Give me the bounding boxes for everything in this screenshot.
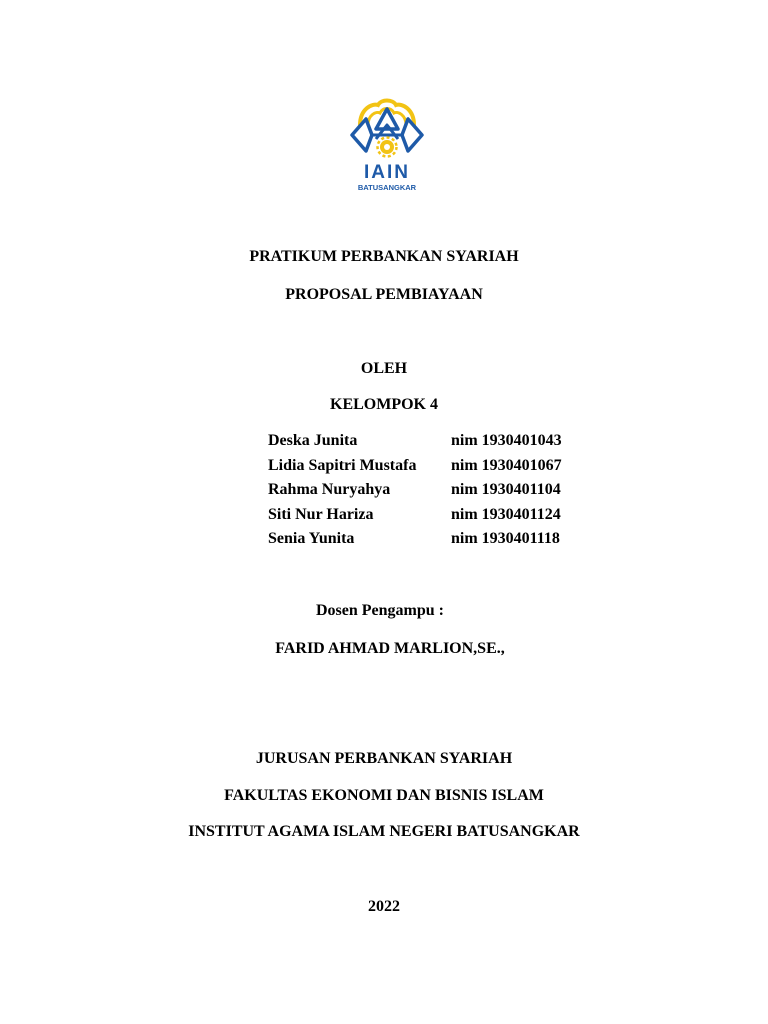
faculty-name: FAKULTAS EKONOMI DAN BISNIS ISLAM (224, 787, 544, 804)
member-nim: nim 1930401118 (451, 530, 560, 547)
member-name: Lidia Sapitri Mustafa (268, 456, 417, 474)
member-name: Deska Junita (268, 432, 358, 449)
member-nim: nim 1930401067 (451, 456, 562, 474)
lecturer-label: Dosen Pengampu : (315, 602, 444, 619)
member-row (268, 529, 598, 554)
by-label: OLEH (360, 360, 408, 377)
year: 2022 (368, 898, 400, 915)
member-name: Senia Yunita (268, 530, 355, 547)
document-title: PRATIKUM PERBANKAN SYARIAH (249, 248, 519, 265)
member-name: Siti Nur Hariza (268, 505, 374, 523)
member-nim: nim 1930401124 (451, 505, 561, 523)
document-subtitle: PROPOSAL PEMBIAYAAN (285, 286, 483, 303)
group-label: KELOMPOK 4 (330, 396, 438, 413)
svg-text:IAIN: IAIN (364, 162, 410, 183)
institution-name: INSTITUT AGAMA ISLAM NEGERI BATUSANGKAR (188, 823, 580, 840)
lecturer-name: FARID AHMAD MARLION,SE., (275, 640, 505, 657)
department-name: JURUSAN PERBANKAN SYARIAH (255, 750, 513, 767)
member-row (268, 431, 598, 456)
member-row (268, 505, 598, 530)
member-name: Rahma Nuryahya (268, 481, 391, 498)
member-nim: nim 1930401043 (451, 432, 562, 449)
member-list (268, 431, 598, 554)
member-row (268, 480, 598, 505)
iain-batusangkar-logo-icon (348, 95, 426, 195)
member-row (268, 456, 598, 481)
svg-text:BATUSANGKAR: BATUSANGKAR (357, 183, 417, 192)
member-nim: nim 1930401104 (451, 481, 561, 498)
